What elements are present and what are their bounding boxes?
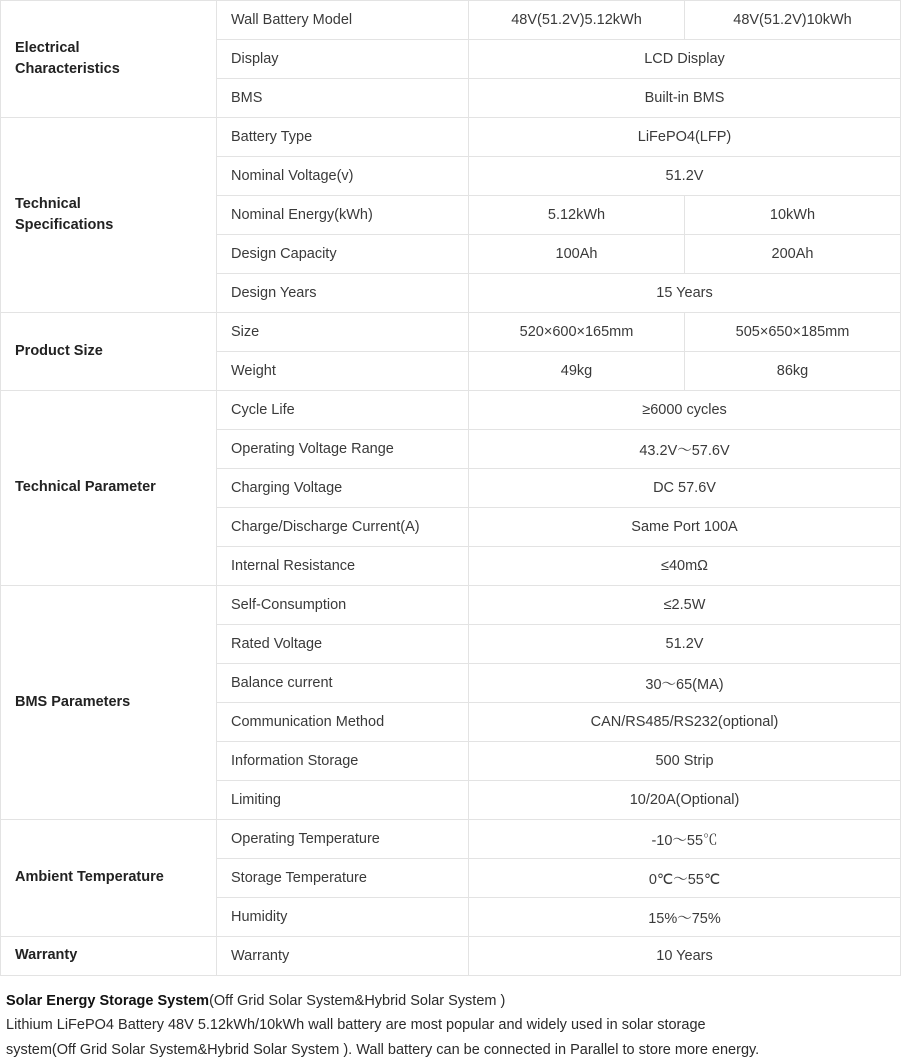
row-value-shared: Same Port 100A xyxy=(469,508,901,547)
row-value-shared: 51.2V xyxy=(469,157,901,196)
row-group-label: Electrical Characteristics xyxy=(1,1,217,118)
row-value-shared: CAN/RS485/RS232(optional) xyxy=(469,703,901,742)
row-value-shared: 500 Strip xyxy=(469,742,901,781)
row-value-model-b: 48V(51.2V)10kWh xyxy=(685,1,901,40)
row-value-model-b: 505×650×185mm xyxy=(685,313,901,352)
row-value-shared: DC 57.6V xyxy=(469,469,901,508)
row-value-shared: 30～65(MA) xyxy=(469,664,901,703)
row-parameter-label: Communication Method xyxy=(217,703,469,742)
row-parameter-label: Self-Consumption xyxy=(217,586,469,625)
row-parameter-label: Wall Battery Model xyxy=(217,1,469,40)
row-value-model-a: 100Ah xyxy=(469,235,685,274)
row-value-shared: LiFePO4(LFP) xyxy=(469,118,901,157)
row-parameter-label: Cycle Life xyxy=(217,391,469,430)
specification-table-body xyxy=(1,1,901,976)
row-value-model-a: 49kg xyxy=(469,352,685,391)
row-value-shared: LCD Display xyxy=(469,40,901,79)
row-group-label: Technical Specifications xyxy=(1,118,217,313)
row-value-shared: Built-in BMS xyxy=(469,79,901,118)
row-parameter-label: Weight xyxy=(217,352,469,391)
row-value-shared: 10 Years xyxy=(469,937,901,976)
footer-heading-rest: (Off Grid Solar System&Hybrid Solar System ) xyxy=(209,993,506,1009)
row-value-shared: 0℃～55℃ xyxy=(469,859,901,898)
row-value-shared: ≥6000 cycles xyxy=(469,391,901,430)
row-value-shared: 43.2V～57.6V xyxy=(469,430,901,469)
row-value-model-b: 10kWh xyxy=(685,196,901,235)
table-row xyxy=(1,118,901,157)
row-parameter-label: Rated Voltage xyxy=(217,625,469,664)
row-parameter-label: Size xyxy=(217,313,469,352)
footer-heading-bold: Solar Energy Storage System xyxy=(6,993,210,1009)
row-parameter-label: Charge/Discharge Current(A) xyxy=(217,508,469,547)
row-parameter-label: Operating Temperature xyxy=(217,820,469,859)
table-row xyxy=(1,313,901,352)
row-parameter-label: Humidity xyxy=(217,898,469,937)
footer-description xyxy=(0,976,906,1061)
row-parameter-label: Internal Resistance xyxy=(217,547,469,586)
row-group-label: Warranty xyxy=(1,937,217,976)
table-row xyxy=(1,820,901,859)
table-row xyxy=(1,586,901,625)
row-parameter-label: Charging Voltage xyxy=(217,469,469,508)
row-value-model-a: 520×600×165mm xyxy=(469,313,685,352)
row-parameter-label: Design Years xyxy=(217,274,469,313)
row-value-shared: 51.2V xyxy=(469,625,901,664)
row-value-model-b: 86kg xyxy=(685,352,901,391)
row-group-label: Technical Parameter xyxy=(1,391,217,586)
row-parameter-label: BMS xyxy=(217,79,469,118)
row-parameter-label: Balance current xyxy=(217,664,469,703)
row-parameter-label: Limiting xyxy=(217,781,469,820)
row-parameter-label: Information Storage xyxy=(217,742,469,781)
row-parameter-label: Storage Temperature xyxy=(217,859,469,898)
row-value-shared: 15 Years xyxy=(469,274,901,313)
footer-line-2: Lithium LiFePO4 Battery 48V 5.12kWh/10kWh wall battery are most popular and widely used in solar storage xyxy=(6,1017,706,1034)
row-value-shared: 10/20A(Optional) xyxy=(469,781,901,820)
row-group-label: Ambient Temperature xyxy=(1,820,217,937)
row-value-shared: ≤40mΩ xyxy=(469,547,901,586)
row-value-shared: 15%～75% xyxy=(469,898,901,937)
row-value-shared: ≤2.5W xyxy=(469,586,901,625)
row-value-model-b: 200Ah xyxy=(685,235,901,274)
footer-heading xyxy=(6,990,900,1012)
row-group-label: BMS Parameters xyxy=(1,586,217,820)
row-parameter-label: Battery Type xyxy=(217,118,469,157)
row-parameter-label: Design Capacity xyxy=(217,235,469,274)
row-parameter-label: Operating Voltage Range xyxy=(217,430,469,469)
row-value-model-a: 5.12kWh xyxy=(469,196,685,235)
table-row xyxy=(1,391,901,430)
row-value-shared: -10～55℃ xyxy=(469,820,901,859)
row-parameter-label: Display xyxy=(217,40,469,79)
table-row xyxy=(1,937,901,976)
footer-line-3: system(Off Grid Solar System&Hybrid Solar System ). Wall battery can be connected in Parallel to store more energy. xyxy=(6,1041,760,1058)
row-group-label: Product Size xyxy=(1,313,217,391)
row-parameter-label: Nominal Energy(kWh) xyxy=(217,196,469,235)
table-row xyxy=(1,1,901,40)
row-parameter-label: Warranty xyxy=(217,937,469,976)
row-parameter-label: Nominal Voltage(v) xyxy=(217,157,469,196)
row-value-model-a: 48V(51.2V)5.12kWh xyxy=(469,1,685,40)
